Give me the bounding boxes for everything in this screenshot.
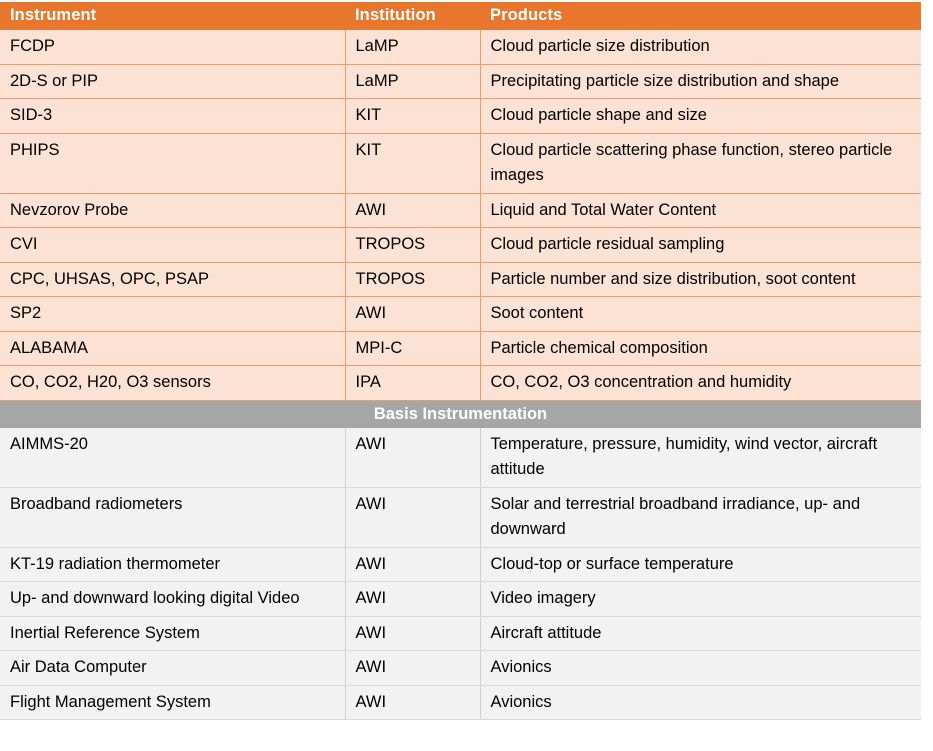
table-cell-products-text: Video imagery xyxy=(490,589,596,607)
table-cell-institution xyxy=(345,262,480,297)
table-cell-institution xyxy=(345,582,480,617)
table-cell-institution xyxy=(345,547,480,582)
table-cell-products xyxy=(480,582,921,617)
table-cell-products-text: Solar and terrestrial broadband irradiance, up- and downward xyxy=(490,494,861,538)
table-row xyxy=(0,64,921,99)
table-cell-products xyxy=(480,133,921,193)
table-cell-products-text: Temperature, pressure, humidity, wind vector, aircraft attitude xyxy=(490,434,878,478)
table-cell-products-text: Precipitating particle size distribution and shape xyxy=(490,71,840,90)
table-cell-products-text: Avionics xyxy=(490,692,552,711)
table-cell-products-text: Particle number and size distribution, soot content xyxy=(490,269,856,288)
table-cell-institution-text: KIT xyxy=(355,140,382,159)
table-cell-instrument xyxy=(0,193,345,228)
table-cell-institution xyxy=(345,133,480,193)
table-cell-institution-text: IPA xyxy=(355,373,381,391)
table-cell-instrument xyxy=(0,64,345,99)
table-cell-institution-text: AWI xyxy=(355,304,387,322)
table-row xyxy=(0,428,921,488)
instrument-table xyxy=(0,2,921,720)
table-cell-products-text: Cloud particle size distribution xyxy=(490,37,710,55)
table-cell-instrument-text: 2D-S or PIP xyxy=(10,71,99,90)
table-cell-products xyxy=(480,487,921,547)
table-cell-instrument-text: ALABAMA xyxy=(10,338,88,357)
table-cell-instrument xyxy=(0,331,345,366)
table-row xyxy=(0,30,921,64)
table-cell-institution xyxy=(345,99,480,134)
table-cell-products xyxy=(480,428,921,488)
table-cell-products-text: Cloud particle scattering phase function, stereo particle images xyxy=(490,140,893,184)
table-cell-instrument xyxy=(0,547,345,582)
table-row xyxy=(0,262,921,297)
table-cell-products xyxy=(480,331,921,366)
table-cell-products-text: Soot content xyxy=(490,304,584,322)
table-cell-instrument xyxy=(0,428,345,488)
table-cell-instrument xyxy=(0,30,345,64)
table-header-row xyxy=(0,2,921,30)
table-cell-institution xyxy=(345,428,480,488)
table-cell-instrument xyxy=(0,616,345,651)
table-cell-institution-text: LaMP xyxy=(355,37,399,55)
table-cell-institution xyxy=(345,487,480,547)
table-cell-institution-text: AWI xyxy=(355,692,387,711)
table-cell-institution xyxy=(345,685,480,720)
table-cell-instrument-text: Flight Management System xyxy=(10,692,211,711)
table-section-banner: Basis Instrumentation xyxy=(0,400,921,428)
table-cell-products xyxy=(480,651,921,686)
table-cell-products xyxy=(480,99,921,134)
table-cell-institution-text: AWI xyxy=(355,658,387,676)
table-cell-institution xyxy=(345,193,480,228)
table-cell-institution xyxy=(345,228,480,263)
table-row xyxy=(0,616,921,651)
table-cell-instrument xyxy=(0,366,345,401)
table-cell-products xyxy=(480,193,921,228)
table-body xyxy=(0,30,921,720)
table-cell-products xyxy=(480,262,921,297)
table-section-banner-row xyxy=(0,400,921,428)
table-cell-institution-text: AWI xyxy=(355,434,387,453)
table-cell-instrument xyxy=(0,487,345,547)
table-cell-institution xyxy=(345,651,480,686)
table-row xyxy=(0,547,921,582)
table-cell-institution xyxy=(345,331,480,366)
table-row xyxy=(0,582,921,617)
table-cell-instrument xyxy=(0,582,345,617)
table-cell-institution xyxy=(345,64,480,99)
table-cell-instrument-text: CPC, UHSAS, OPC, PSAP xyxy=(10,269,209,288)
table-row xyxy=(0,487,921,547)
table-cell-products-text: Particle chemical composition xyxy=(490,338,708,357)
table-row xyxy=(0,133,921,193)
table-cell-instrument xyxy=(0,228,345,263)
table-cell-instrument-text: Broadband radiometers xyxy=(10,494,183,513)
table-cell-institution xyxy=(345,297,480,332)
table-row xyxy=(0,297,921,332)
table-cell-products-text: CO, CO2, O3 concentration and humidity xyxy=(490,373,792,391)
table-cell-products-text: Avionics xyxy=(490,658,552,676)
table-cell-institution-text: AWI xyxy=(355,494,387,513)
table-cell-products-text: Aircraft attitude xyxy=(490,623,602,642)
table-cell-products-text: Cloud-top or surface temperature xyxy=(490,554,734,573)
table-cell-products xyxy=(480,30,921,64)
table-cell-institution-text: TROPOS xyxy=(355,235,426,253)
table-cell-instrument-text: Up- and downward looking digital Video xyxy=(10,589,300,607)
table-cell-instrument-text: Nevzorov Probe xyxy=(10,200,129,219)
table-cell-institution xyxy=(345,30,480,64)
table-row xyxy=(0,331,921,366)
table-cell-instrument xyxy=(0,297,345,332)
table-cell-instrument-text: SID-3 xyxy=(10,106,53,124)
table-cell-institution xyxy=(345,616,480,651)
table-row xyxy=(0,366,921,401)
table-cell-institution-text: AWI xyxy=(355,589,387,607)
table-cell-instrument-text: KT-19 radiation thermometer xyxy=(10,554,221,573)
table-cell-instrument xyxy=(0,262,345,297)
table-cell-products xyxy=(480,366,921,401)
table-cell-instrument-text: PHIPS xyxy=(10,140,60,159)
table-row xyxy=(0,685,921,720)
table-row xyxy=(0,193,921,228)
table-row xyxy=(0,651,921,686)
table-cell-instrument-text: FCDP xyxy=(10,37,55,55)
table-cell-instrument-text: Air Data Computer xyxy=(10,658,147,676)
table-cell-products xyxy=(480,547,921,582)
table-cell-institution-text: AWI xyxy=(355,200,387,219)
table-cell-instrument-text: CO, CO2, H20, O3 sensors xyxy=(10,373,211,391)
table-row xyxy=(0,228,921,263)
table-cell-institution-text: AWI xyxy=(355,623,387,642)
table-cell-instrument xyxy=(0,99,345,134)
column-header-institution: Institution xyxy=(345,2,480,30)
table-header xyxy=(0,2,921,30)
table-cell-products xyxy=(480,685,921,720)
table-cell-products-text: Cloud particle residual sampling xyxy=(490,235,725,253)
table-cell-institution-text: KIT xyxy=(355,106,382,124)
table-cell-instrument xyxy=(0,133,345,193)
table-cell-instrument-text: SP2 xyxy=(10,304,42,322)
table-cell-instrument xyxy=(0,685,345,720)
column-header-products: Products xyxy=(480,2,921,30)
table-cell-products xyxy=(480,228,921,263)
table-cell-institution-text: TROPOS xyxy=(355,269,426,288)
table-cell-institution-text: LaMP xyxy=(355,71,399,90)
column-header-instrument: Instrument xyxy=(0,2,345,30)
table-cell-instrument-text: Inertial Reference System xyxy=(10,623,200,642)
table-cell-instrument xyxy=(0,651,345,686)
table-cell-products-text: Liquid and Total Water Content xyxy=(490,200,717,219)
table-cell-products xyxy=(480,64,921,99)
table-cell-instrument-text: AIMMS-20 xyxy=(10,434,88,453)
table-cell-products-text: Cloud particle shape and size xyxy=(490,106,707,124)
table-cell-instrument-text: CVI xyxy=(10,235,38,253)
table-cell-institution-text: MPI-C xyxy=(355,338,403,357)
table-cell-institution-text: AWI xyxy=(355,554,387,573)
table-cell-products xyxy=(480,616,921,651)
table-cell-institution xyxy=(345,366,480,401)
table-cell-products xyxy=(480,297,921,332)
table-row xyxy=(0,99,921,134)
